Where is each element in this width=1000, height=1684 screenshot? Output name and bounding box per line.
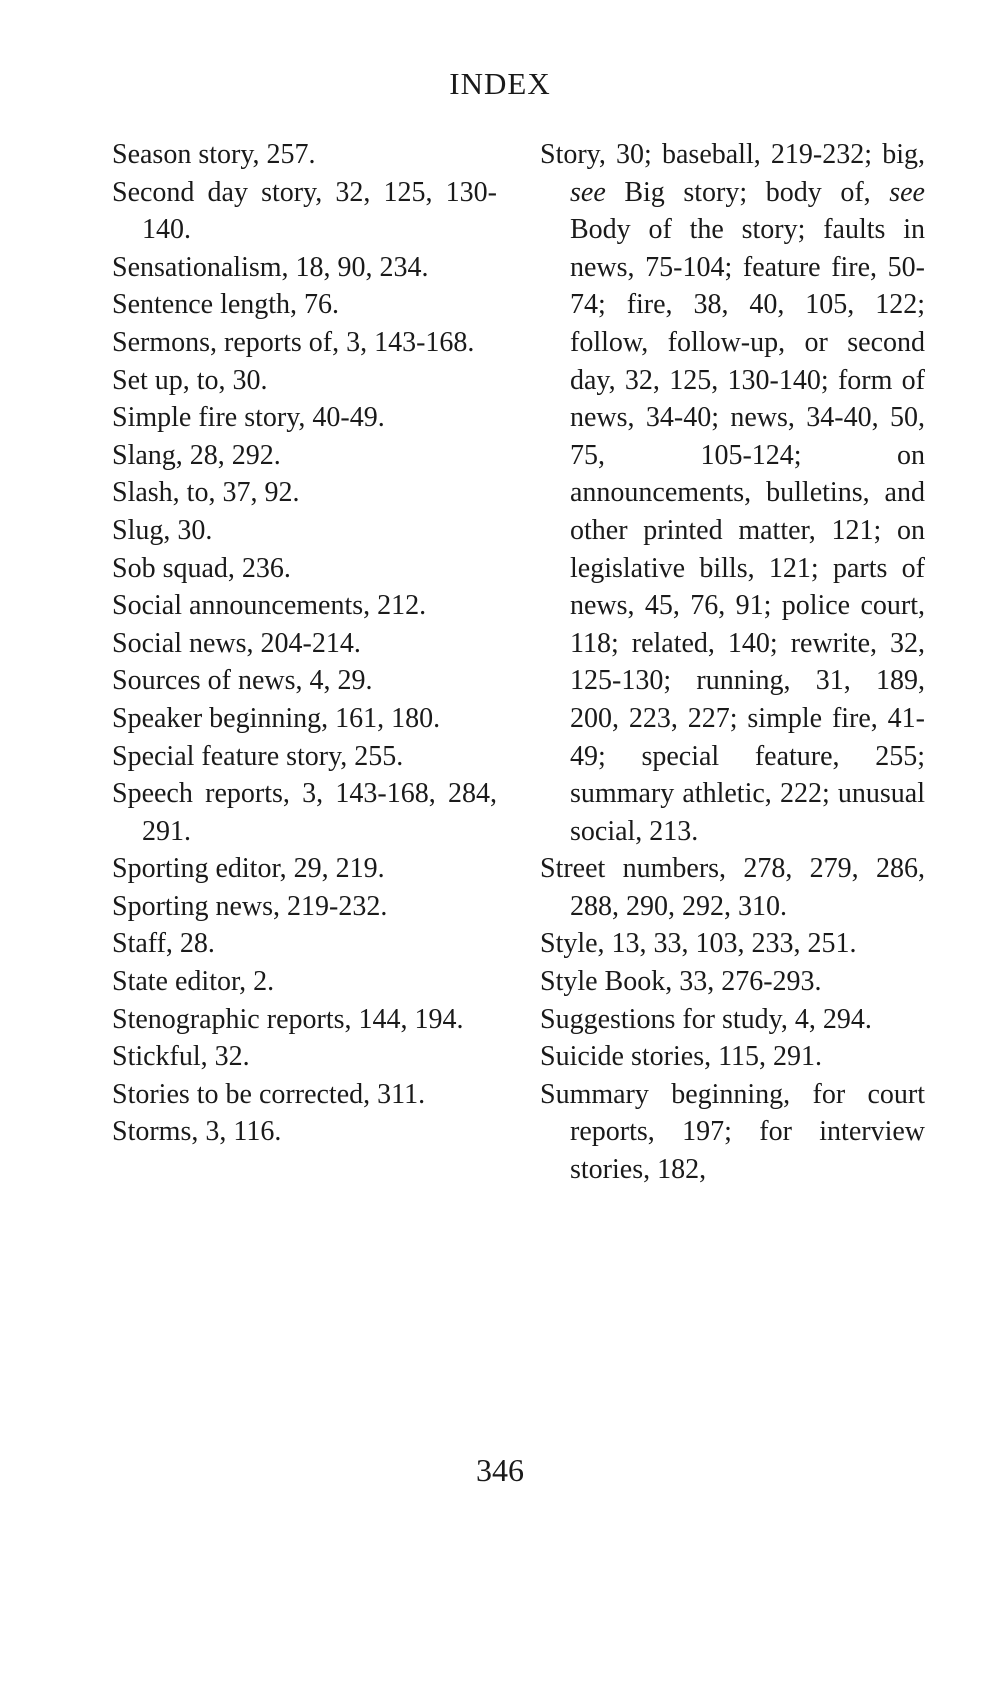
index-entry: Staff, 28.	[112, 928, 215, 960]
index-entry: Special feature story, 255.	[112, 740, 404, 772]
index-entry: Sporting editor, 29, 219.	[112, 853, 385, 885]
index-entry: Street numbers, 278, 279, 286, 288, 290, 292, 310.	[540, 853, 925, 922]
index-entry: Social news, 204-214.	[112, 627, 361, 659]
index-entry: Sermons, reports of, 3, 143-168.	[112, 326, 475, 358]
story-entry-text-2: Big story; body of,	[605, 176, 890, 208]
index-entry: Second day story, 32, 125, 130-140.	[112, 176, 497, 246]
index-entry: Set up, to, 30.	[112, 364, 268, 396]
index-entry: Suggestions for study, 4, 294.	[540, 1003, 872, 1035]
index-entry: Season story, 257.	[112, 139, 316, 170]
index-column-left	[112, 136, 497, 1151]
index-entry-story	[540, 136, 925, 850]
index-entry: Stenographic reports, 144, 194.	[112, 1003, 464, 1035]
page-number: 346	[476, 1452, 524, 1488]
index-entry: Sporting news, 219-232.	[112, 890, 388, 922]
index-entry: Storms, 3, 116.	[112, 1116, 282, 1148]
index-entry: Stickful, 32.	[112, 1041, 250, 1073]
index-entry: Style, 13, 33, 103, 233, 251.	[540, 928, 857, 960]
index-entry: Slash, to, 37, 92.	[112, 477, 300, 509]
index-entry: Sentence length, 76.	[112, 289, 340, 321]
index-entry: Speaker beginning, 161, 180.	[112, 702, 441, 734]
index-entry: Sob squad, 236.	[112, 552, 291, 584]
index-entry: Stories to be corrected, 311.	[112, 1078, 426, 1110]
index-entry: Social announcements, 212.	[112, 590, 427, 622]
index-entry: Speech reports, 3, 143-168, 284, 291.	[112, 778, 497, 847]
index-entry: Style Book, 33, 276-293.	[540, 966, 822, 998]
index-entry: Suicide stories, 115, 291.	[540, 1041, 823, 1073]
story-entry-text-1: Story, 30; baseball, 219-232; big,	[540, 139, 925, 170]
page-title: INDEX	[449, 66, 551, 101]
see-reference: see	[889, 176, 925, 208]
index-entry: Slang, 28, 292.	[112, 439, 281, 471]
see-reference: see	[570, 176, 606, 208]
index-entry: Summary beginning, for court reports, 197; for interview stories, 182,	[540, 1078, 925, 1186]
index-entry: Sources of news, 4, 29.	[112, 665, 373, 697]
index-entry: Sensationalism, 18, 90, 234.	[112, 251, 429, 283]
story-entry-text-3: Body of the story; faults in news, 75-104; feature fire, 50-74; fire, 38, 40, 105, 122; follow, follow-up, or second day, 32, 125, 130-140; form of news, 34-40; news, 34-40, 50, 75, 105-124; on announcements, bulletins, and other printed matter, 121; on legislative bills, 121; parts of news, 45, 76, 91; police court, 118; related, 140; rewrite, 32, 125-130; running, 31, 189, 200, 223, 227; simple fire, 41-49; special feature, 255; summary athletic, 222; unusual social, 213.	[570, 214, 925, 847]
index-column-right	[540, 136, 925, 1189]
index-entry: State editor, 2.	[112, 966, 275, 998]
index-entry: Simple fire story, 40-49.	[112, 402, 385, 434]
index-entry: Slug, 30.	[112, 514, 213, 546]
